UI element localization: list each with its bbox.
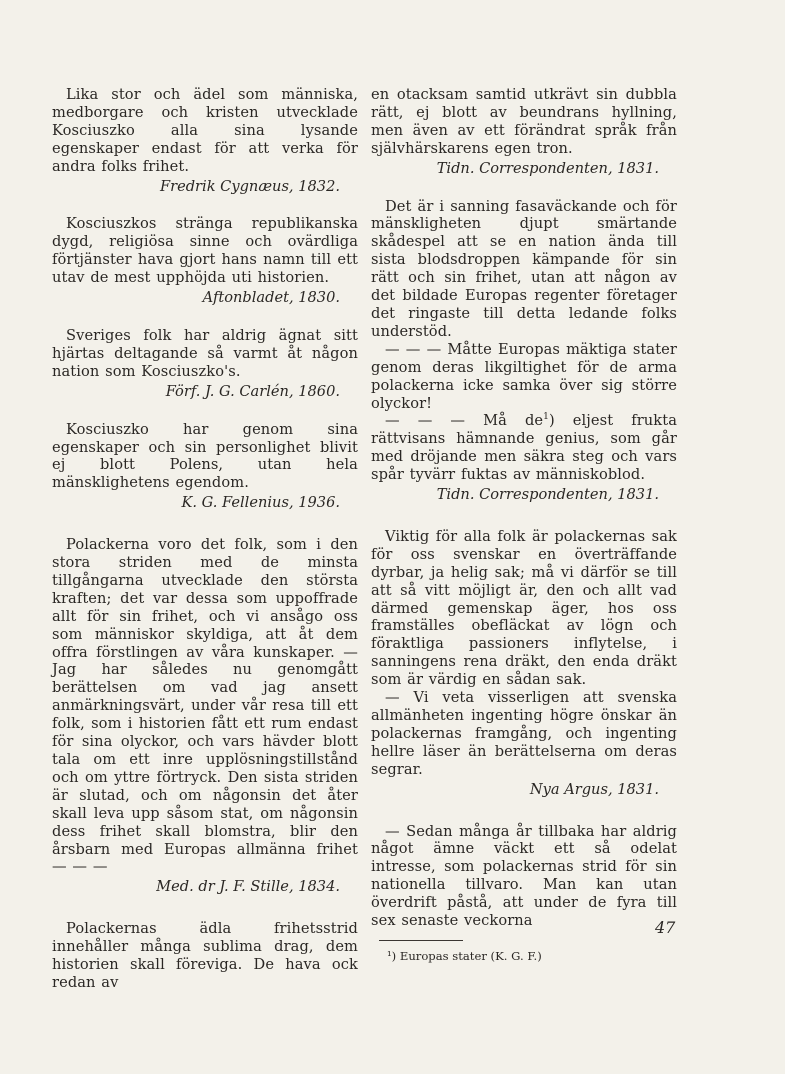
signature-carlen: Förf. J. G. Carlén, 1860. — [165, 382, 340, 400]
footnote-marker: 1 — [543, 412, 549, 423]
signature-fellenius: K. G. Fellenius, 1936. — [181, 494, 340, 512]
left-column — [52, 86, 358, 992]
quote-stille: Polackerna voro det folk, som i den stora striden med de minsta tillgångarna utvecklade den största kraften; det var dessa som uppoffrade allt för sin frihet, och vi ansågo oss som människor skyldiga, att åt dem offra förstlingen av våra kunskaper. — Jag har således nu genomgått berättelsen om vad jag ansett anmärkningsvärt, under vår resa till ett folk, som i historien fått ett rum endast för sina olyckor, och vars hävder blott tala om ett inre upplösningstillstånd och om yttre förtryck. Den sista striden är slutad, och om någonsin det åter skall leva upp såsom stat, om någonsin dess frihet skall blomstra, blir den årsbarn med Europas allmänna frihet — — — — [52, 536, 358, 876]
footnote-rule — [379, 940, 463, 941]
quote-europas-stater: — — — Måtte Europas mäktiga stater genom deras likgiltighet för de arma polackerna icke samka över sig större olyckor! — [371, 340, 677, 412]
quote-aftonbladet: Kosciuszkos stränga republikanska dygd, religiösa sinne och ovärdliga förtjänster hava gjort hans namn till ett utav de mest upphöjda uti historien. — [52, 215, 358, 287]
quote-continuation: en otacksam samtid utkrävt sin dubbla rätt, ej blott av beundrans hyllning, men även av ett förändrat språk från självhärskarens egen tron. — [371, 86, 677, 157]
signature-correspondenten-2: Tidn. Correspondenten, 1831. — [436, 486, 659, 504]
quote-fellenius: Kosciuszko har genom sina egenskaper och sin personlighet blivit ej blott Polens, utan hela mänsklighetens egendom. — [52, 420, 358, 492]
quote-cygnaeus: Lika stor och ädel som människa, medborgare och kristen utvecklade Kosciuszko alla sina lysande egenskaper endast för att verka för andra folks frihet. — [52, 86, 358, 175]
footnote: ¹) Europas stater (K. G. F.) — [387, 948, 542, 963]
signature-aftonbladet: Aftonbladet, 1830. — [202, 289, 340, 307]
quote-sedan-manga-ar: — Sedan många år tillbaka har aldrig något ämne väckt ett så odelat intresse, som polackernas strid för sin nationella tillvaro. Man kan utan överdrift påstå, att under de fyra till sex senaste veckorna — [371, 822, 677, 930]
quote-viktig: Viktig för alla folk är polackernas sak för oss svenskar en överträffande dyrbar, ja helig sak; må vi därför se till att så vitt möjligt är, den och allt vad därmed gemenskap äger, hos oss framställes obefläckat av lögn och föraktliga passioners inflytelse, i sanningens rena dräkt, den enda dräkt som är värdig en sådan sak. — [371, 527, 677, 689]
right-column — [371, 86, 677, 963]
quote-ramnande: — — — Må $de^1$) eljest frukta rättvisans hämnande genius, som går med dröjande men säkra steg och vars spår tyvärr fuktas av människoblod. — [371, 412, 678, 484]
signature-correspondenten-1: Tidn. Correspondenten, 1831. — [436, 159, 659, 177]
quote-carlen: Sveriges folk har aldrig ägnat sitt hjärtas deltagande så varmt åt någon nation som Kosciuszko's. — [52, 326, 358, 380]
quote-allmanheten: — Vi veta visserligen att svenska allmänheten ingenting högre önskar än polackernas framgång, och ingenting hellre läser än berättelserna om deras segrar. — [371, 689, 677, 778]
page-number: 47 — [655, 918, 676, 937]
quote-fasavackande: Det är i sanning fasaväckande och för mänskligheten djupt smärtande skådespel att se en nation ända till sista blodsdroppen kämpande för sin rätt och sin frihet, utan att någon av det bildade Europas regenter företager det ringaste till detta ledande folks understöd. — [371, 197, 677, 340]
quote-frihetsstrid: Polackernas ädla frihetsstrid innehåller många sublima drag, dem historien skall föreviga. De hava ock redan av — [52, 920, 358, 991]
signature-cygnaeus: Fredrik Cygnæus, 1832. — [159, 177, 340, 195]
signature-stille: Med. dr J. F. Stille, 1834. — [156, 878, 340, 896]
signature-nya-argus: Nya Argus, 1831. — [529, 780, 659, 798]
